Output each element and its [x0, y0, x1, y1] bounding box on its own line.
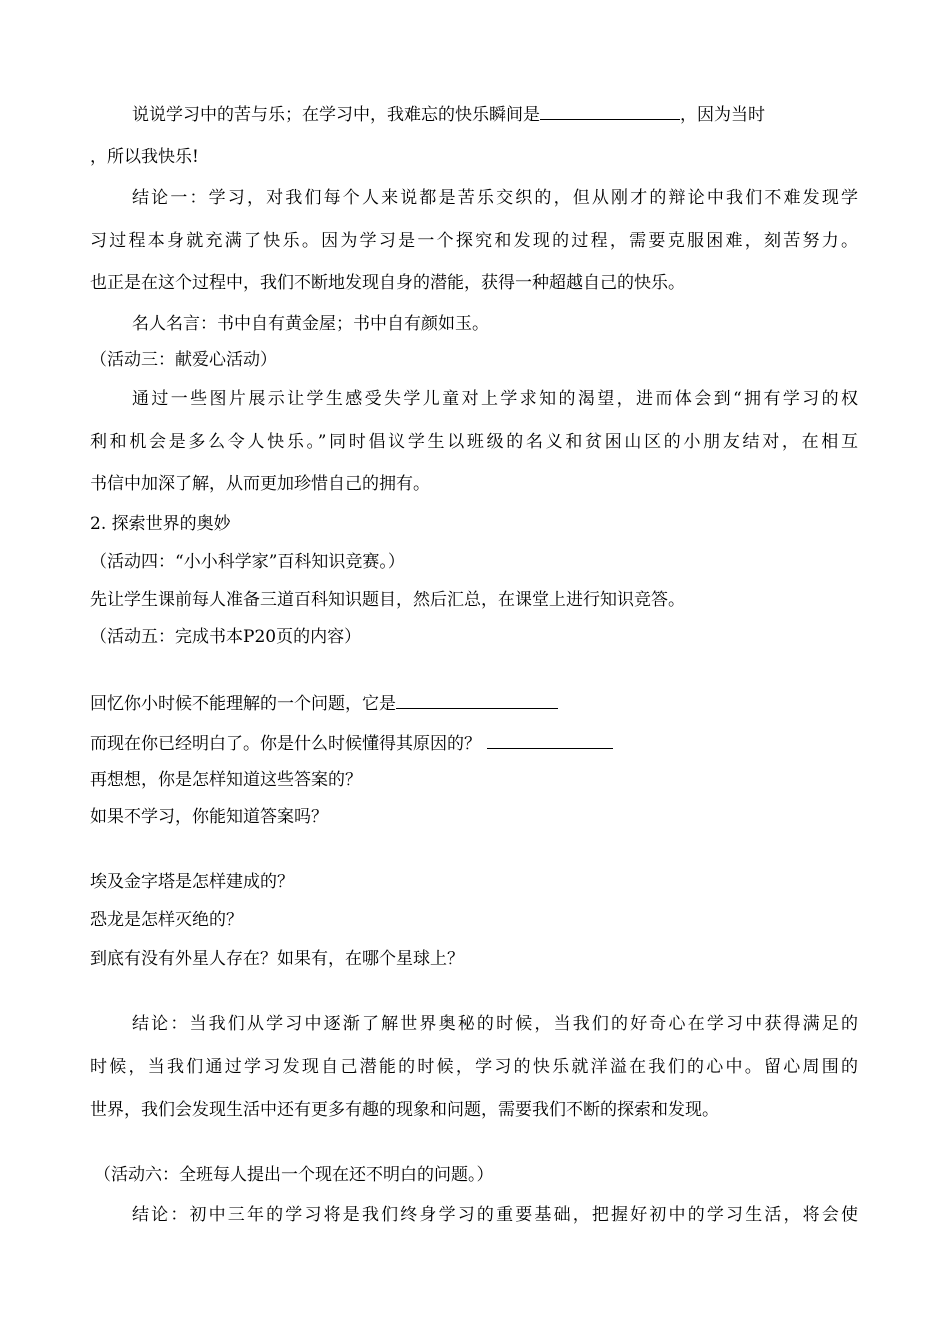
fill-in-text-b: ，因为当时 — [680, 105, 765, 125]
answer-blank-2[interactable] — [396, 690, 558, 709]
conclusion1-line1: 结论一：学习，对我们每个人来说都是苦乐交织的，但从刚才的辩论中我们不难发现学 — [132, 188, 858, 208]
activity3-title: （活动三：献爱心活动） — [90, 350, 277, 370]
activity4-title: （活动四：“小小科学家”百科知识竞赛。） — [90, 552, 405, 572]
question-1-text: 回忆你小时候不能理解的一个问题，它是 — [90, 694, 396, 714]
activity3-line3: 书信中加深了解，从而更加珍惜自己的拥有。 — [90, 474, 430, 494]
paragraph-fill-in — [132, 101, 765, 127]
conclusion3-line1: 结论：初中三年的学习将是我们终身学习的重要基础，把握好初中的学习生活，将会使 — [132, 1205, 858, 1225]
activity6-title: （活动六：全班每人提出一个现在还不明白的问题。） — [94, 1165, 494, 1185]
question-3: 再想想，你是怎样知道这些答案的？ — [90, 770, 362, 790]
question-5: 埃及金字塔是怎样建成的？ — [90, 872, 294, 892]
fill-in-text-a: 说说学习中的苦与乐；在学习中，我难忘的快乐瞬间是 — [132, 105, 540, 125]
question-6: 恐龙是怎样灭绝的？ — [90, 910, 243, 930]
question-2 — [90, 730, 613, 756]
answer-blank-3[interactable] — [487, 730, 613, 749]
famous-quote: 名人名言：书中自有黄金屋；书中自有颜如玉。 — [132, 314, 489, 334]
conclusion1-line2: 习过程本身就充满了快乐。因为学习是一个探究和发现的过程，需要克服困难，刻苦努力。 — [90, 231, 858, 251]
activity3-line1: 通过一些图片展示让学生感受失学儿童对上学求知的渴望，进而体会到“拥有学习的权 — [132, 389, 858, 409]
fill-in-line-2: ，所以我快乐! — [90, 147, 199, 167]
conclusion2-line3: 世界，我们会发现生活中还有更多有趣的现象和问题，需要我们不断的探索和发现。 — [90, 1100, 719, 1120]
activity3-line2: 利和机会是多么令人快乐。”同时倡议学生以班级的名义和贫困山区的小朋友结对，在相互 — [90, 432, 858, 452]
question-1 — [90, 690, 558, 716]
section-heading-2: 2. 探索世界的奥妙 — [90, 514, 231, 534]
conclusion2-line2: 时候，当我们通过学习发现自己潜能的时候，学习的快乐就洋溢在我们的心中。留心周围的 — [90, 1057, 858, 1077]
question-4: 如果不学习，你能知道答案吗？ — [90, 807, 328, 827]
answer-blank-1[interactable] — [540, 101, 680, 120]
activity4-text: 先让学生课前每人准备三道百科知识题目，然后汇总，在课堂上进行知识竞答。 — [90, 590, 685, 610]
conclusion1-line3: 也正是在这个过程中，我们不断地发现自身的潜能，获得一种超越自己的快乐。 — [90, 273, 685, 293]
conclusion2-line1: 结论：当我们从学习中逐渐了解世界奥秘的时候，当我们的好奇心在学习中获得满足的 — [132, 1014, 858, 1034]
activity5-title: （活动五：完成书本P20页的内容） — [90, 627, 362, 647]
question-7: 到底有没有外星人存在？如果有，在哪个星球上？ — [90, 949, 464, 969]
question-2-text: 而现在你已经明白了。你是什么时候懂得其原因的？ — [90, 734, 481, 754]
